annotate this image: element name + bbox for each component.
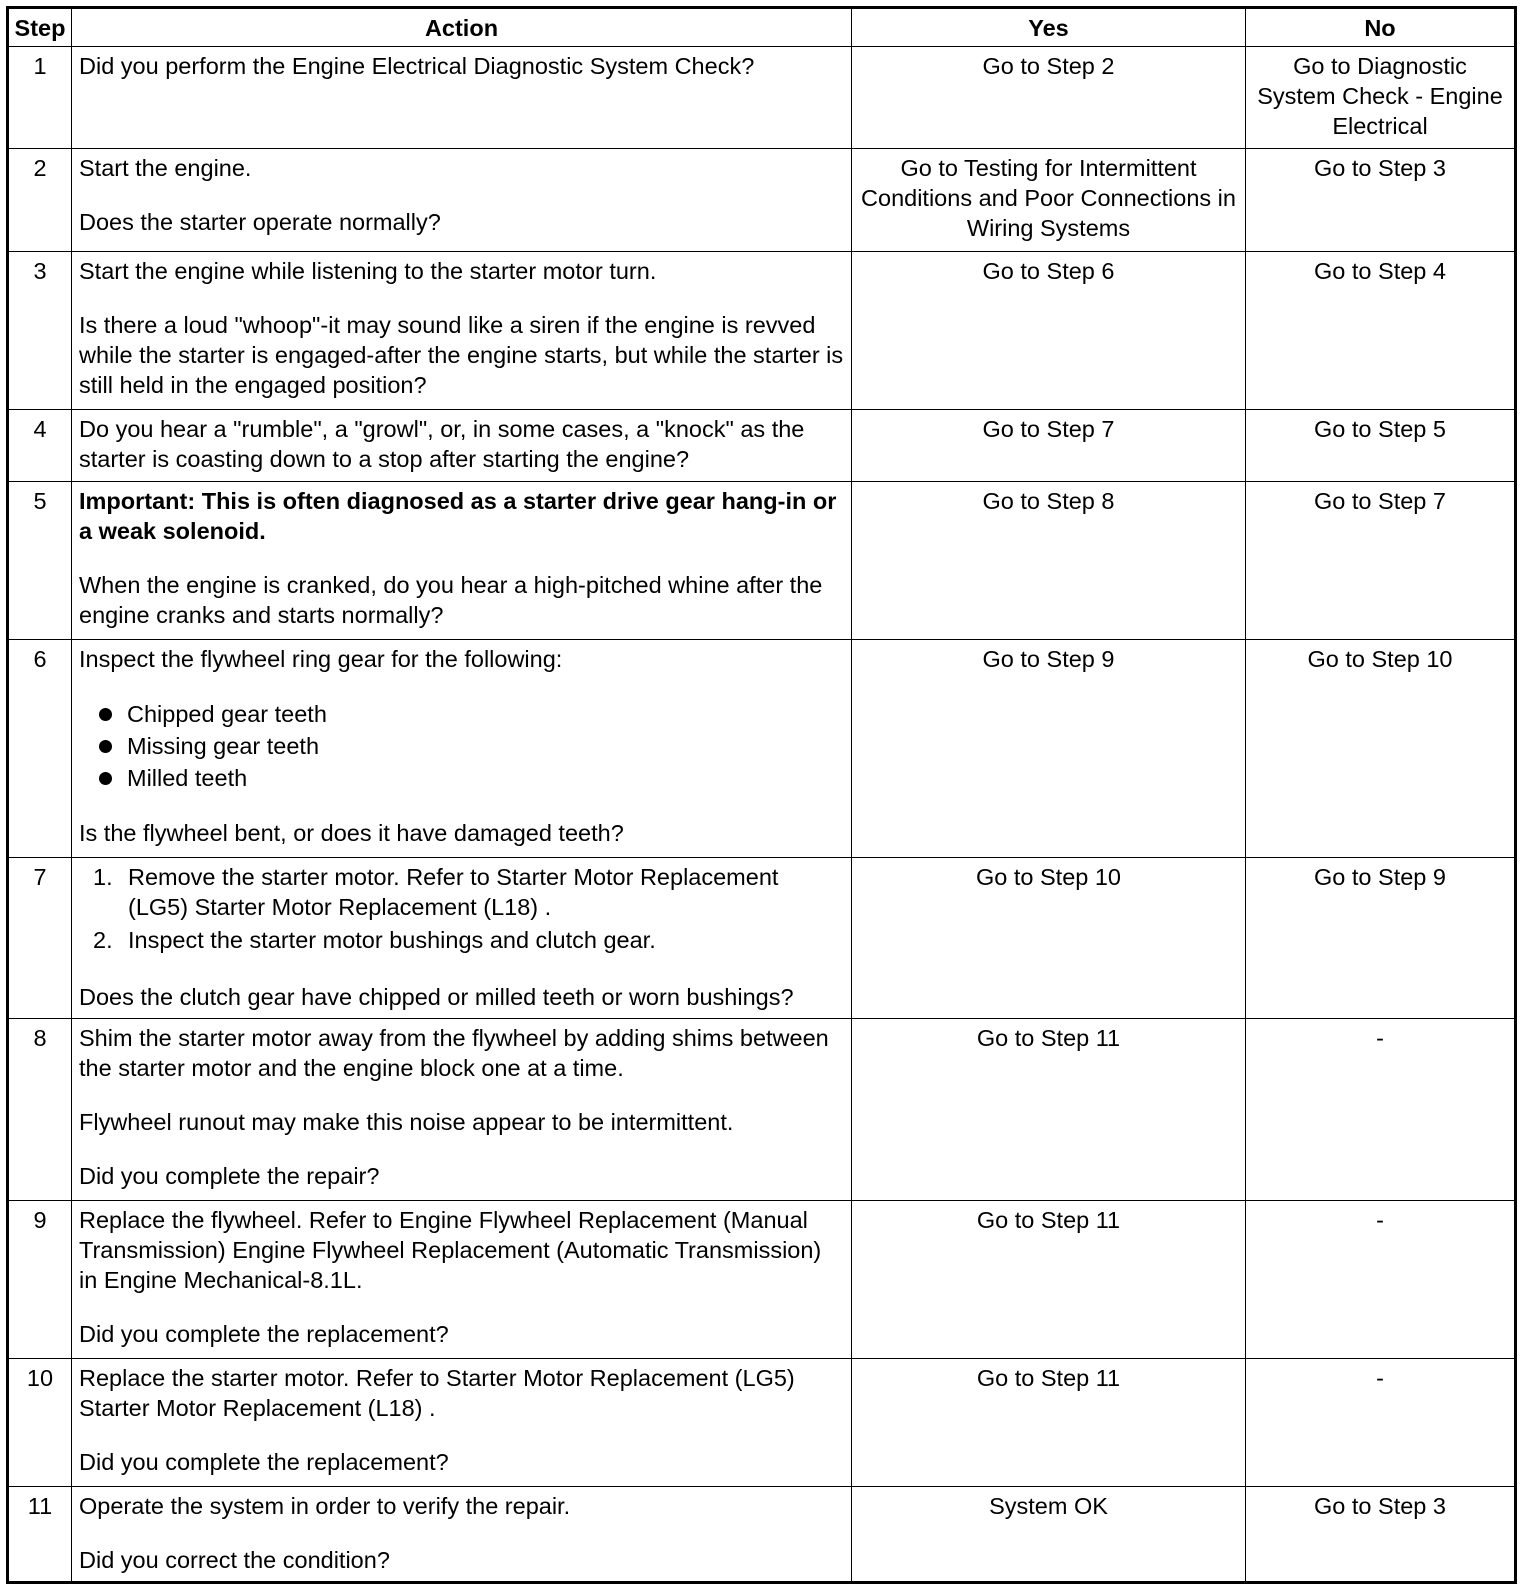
- header-no: No: [1246, 8, 1516, 47]
- yes-cell: Go to Step 7: [852, 409, 1246, 481]
- action-note: Flywheel runout may make this noise appear to be intermittent.: [79, 1108, 734, 1135]
- no-cell: -: [1246, 1200, 1516, 1358]
- action-instruction: Shim the starter motor away from the flywheel by adding shims between the starter motor and the engine block one at a time.: [79, 1024, 829, 1081]
- important-note: Important: This is often diagnosed as a starter drive gear hang-in or a weak solenoid.: [79, 487, 837, 544]
- action-cell: [72, 409, 852, 481]
- action-instruction: Start the engine while listening to the starter motor turn.: [79, 257, 657, 284]
- header-row: [8, 8, 1516, 47]
- table-row: [8, 409, 1516, 481]
- table-row: [8, 1018, 1516, 1200]
- action-question: Did you perform the Engine Electrical Diagnostic System Check?: [79, 53, 755, 79]
- diagnostic-table: [6, 6, 1517, 1584]
- table-row: [8, 1359, 1516, 1487]
- table-row: [8, 149, 1516, 251]
- no-cell: Go to Step 3: [1246, 1486, 1516, 1582]
- numbered-list: [79, 862, 844, 955]
- step-number: 11: [8, 1486, 72, 1582]
- yes-cell: Go to Step 9: [852, 639, 1246, 857]
- action-question: Is the flywheel bent, or does it have damaged teeth?: [79, 819, 624, 846]
- step-number: 5: [8, 481, 72, 639]
- step-number: 3: [8, 251, 72, 409]
- yes-cell: Go to Step 6: [852, 251, 1246, 409]
- yes-cell: Go to Testing for Intermittent Conditions and Poor Connections in Wiring Systems: [852, 149, 1246, 251]
- action-question: Do you hear a "rumble", a "growl", or, in some cases, a "knock" as the starter is coasting down to a stop after starting the engine?: [79, 415, 805, 472]
- yes-cell: Go to Step 10: [852, 857, 1246, 1018]
- action-instruction: Replace the starter motor. Refer to Starter Motor Replacement (LG5) Starter Motor Replacement (L18) .: [79, 1365, 795, 1421]
- step-number: 9: [8, 1200, 72, 1358]
- table-row: [8, 1200, 1516, 1358]
- action-question: Did you complete the repair?: [79, 1162, 380, 1189]
- action-cell: [72, 251, 852, 409]
- action-question: Does the starter operate normally?: [79, 209, 441, 236]
- action-instruction: Operate the system in order to verify the repair.: [79, 1492, 571, 1519]
- action-cell: [72, 639, 852, 857]
- step-number: 4: [8, 409, 72, 481]
- yes-cell: Go to Step 8: [852, 481, 1246, 639]
- action-question: Did you correct the condition?: [79, 1546, 390, 1573]
- yes-cell: Go to Step 2: [852, 47, 1246, 149]
- bullet-icon: [99, 740, 112, 753]
- no-cell: Go to Step 5: [1246, 409, 1516, 481]
- action-question: Does the clutch gear have chipped or milled teeth or worn bushings?: [79, 983, 794, 1010]
- action-question: Is there a loud "whoop"-it may sound like a siren if the engine is revved while the starter is engaged-after the engine starts, but while the starter is still held in the engaged position?: [79, 311, 844, 398]
- step-number: 2: [8, 149, 72, 251]
- action-cell: [72, 857, 852, 1018]
- header-action: Action: [72, 8, 852, 47]
- action-question: Did you complete the replacement?: [79, 1320, 449, 1347]
- action-cell: [72, 1359, 852, 1487]
- list-item: Milled teeth: [93, 762, 844, 794]
- bullet-icon: [99, 772, 112, 785]
- table-row: [8, 639, 1516, 857]
- bullet-icon: [99, 708, 112, 721]
- no-cell: Go to Diagnostic System Check - Engine Electrical: [1246, 47, 1516, 149]
- no-cell: Go to Step 7: [1246, 481, 1516, 639]
- no-cell: Go to Step 4: [1246, 251, 1516, 409]
- yes-cell: Go to Step 11: [852, 1200, 1246, 1358]
- table-row: [8, 251, 1516, 409]
- step-number: 1: [8, 47, 72, 149]
- action-cell: [72, 47, 852, 149]
- action-cell: [72, 1200, 852, 1358]
- action-instruction: Start the engine.: [79, 155, 252, 182]
- table-row: [8, 47, 1516, 149]
- yes-cell: System OK: [852, 1486, 1246, 1582]
- list-item: 1. Remove the starter motor. Refer to Starter Motor Replacement (LG5) Starter Motor Replacement (L18) .: [93, 863, 779, 920]
- table-row: [8, 1486, 1516, 1582]
- step-number: 8: [8, 1018, 72, 1200]
- bullet-list: [79, 698, 844, 794]
- no-cell: Go to Step 10: [1246, 639, 1516, 857]
- header-yes: Yes: [852, 8, 1246, 47]
- step-number: 10: [8, 1359, 72, 1487]
- no-cell: -: [1246, 1359, 1516, 1487]
- action-cell: [72, 149, 852, 251]
- no-cell: -: [1246, 1018, 1516, 1200]
- step-number: 6: [8, 639, 72, 857]
- header-step: Step: [8, 8, 72, 47]
- action-question: Did you complete the replacement?: [79, 1449, 449, 1475]
- action-question: When the engine is cranked, do you hear a high-pitched whine after the engine cranks and starts normally?: [79, 571, 823, 628]
- table-row: [8, 857, 1516, 1018]
- action-cell: [72, 1486, 852, 1582]
- action-instruction: Inspect the flywheel ring gear for the following:: [79, 645, 563, 672]
- list-item: Missing gear teeth: [93, 730, 844, 762]
- yes-cell: Go to Step 11: [852, 1018, 1246, 1200]
- list-item: 2. Inspect the starter motor bushings and clutch gear.: [93, 926, 656, 953]
- step-number: 7: [8, 857, 72, 1018]
- list-item: Chipped gear teeth: [93, 698, 844, 730]
- action-instruction: Replace the flywheel. Refer to Engine Flywheel Replacement (Manual Transmission) Engine Flywheel Replacement (Automatic Transmission) in Engine Mechanical-8.1L.: [79, 1206, 822, 1293]
- yes-cell: Go to Step 11: [852, 1359, 1246, 1487]
- action-cell: [72, 1018, 852, 1200]
- action-cell: [72, 481, 852, 639]
- table-row: [8, 481, 1516, 639]
- no-cell: Go to Step 3: [1246, 149, 1516, 251]
- no-cell: Go to Step 9: [1246, 857, 1516, 1018]
